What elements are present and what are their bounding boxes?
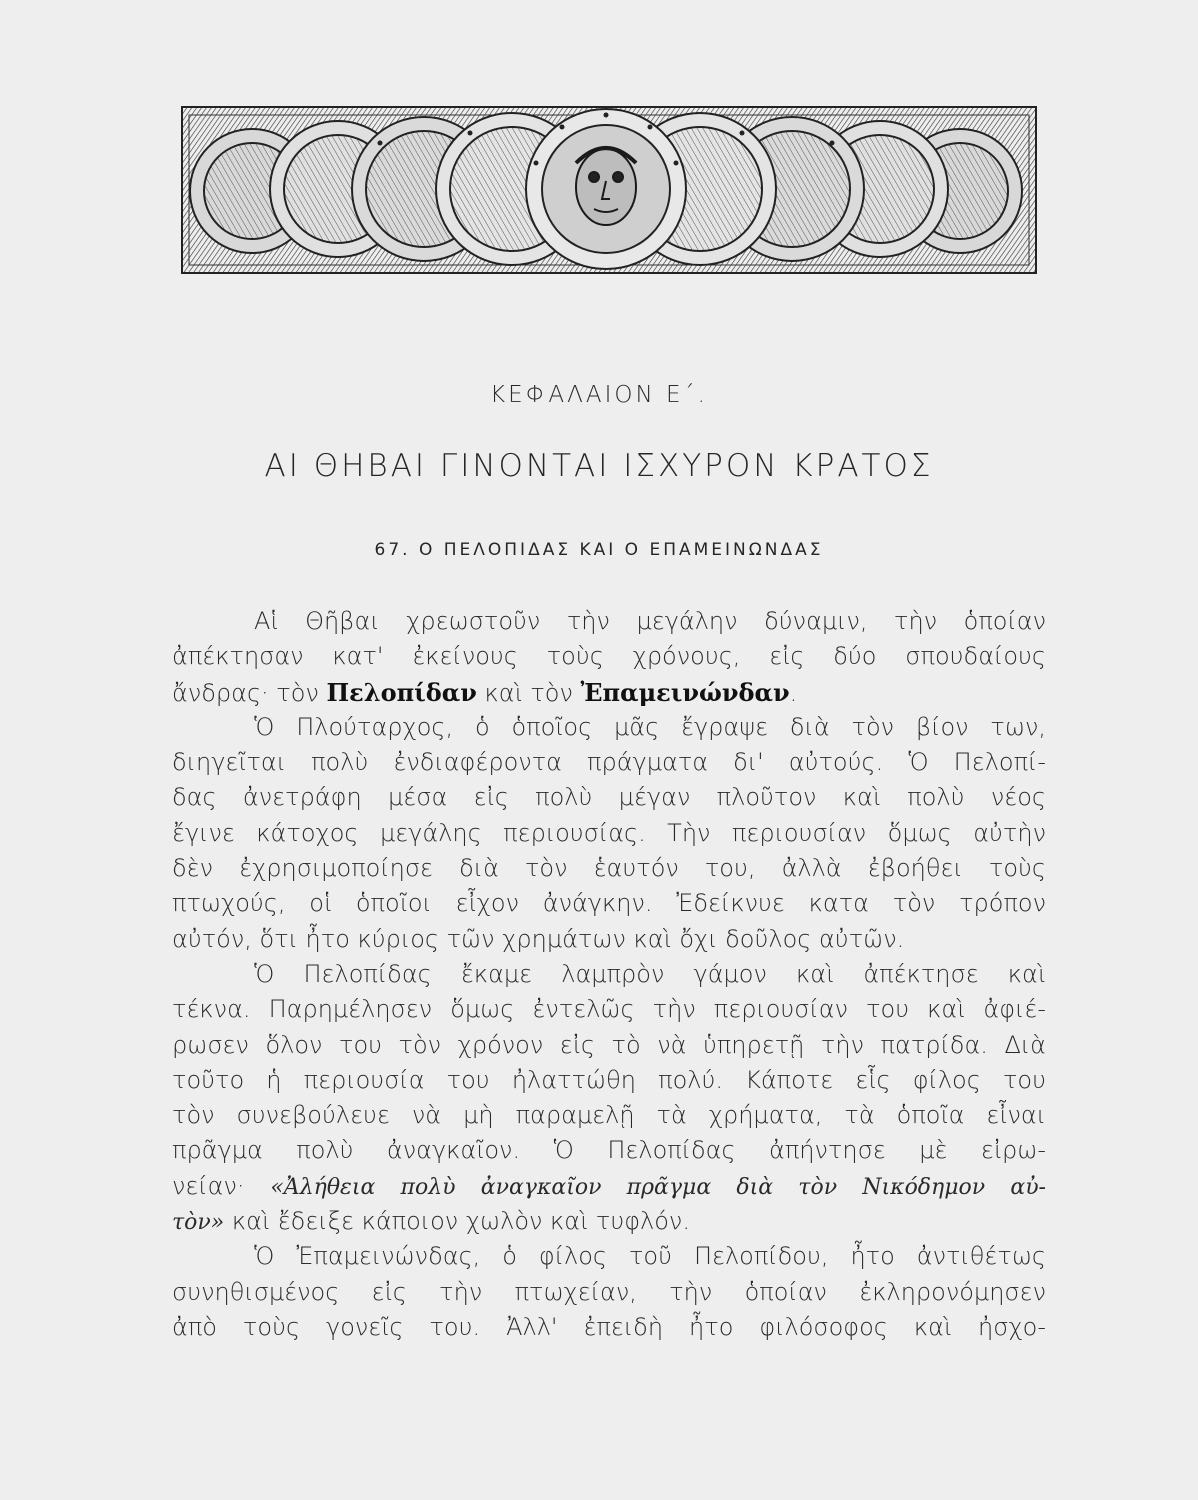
text-line: ἀπέκτησαν κατ' ἐκείνους τοὺς χρόνους, εἰς δύο σπουδαίους	[172, 642, 1046, 671]
text-line: Ὁ Πλούταρχος, ὁ ὁποῖος μᾶς ἔγραψε διὰ τὸν βίον των,	[254, 712, 1046, 741]
text-line: Αἱ Θῆβαι χρεωστοῦν τὴν μεγάλην δύναμιν, τὴν ὁποίαν	[254, 607, 1046, 635]
chapter-label: ΚΕΦΑΛΑΙΟΝ Ε΄.	[490, 382, 708, 408]
text-line: τὸν συνεβούλευε νὰ μὴ παραμελῇ τὰ χρήματα, τὰ ὁποῖα εἶναι	[172, 1101, 1046, 1130]
text-line: τὸν» καὶ ἔδειξε κάποιον χωλὸν καὶ τυφλόν.	[172, 1207, 690, 1236]
body-text	[172, 604, 1046, 1345]
coin-ornament-banner	[180, 103, 1038, 278]
text-line: διηγεῖται πολὺ ἐνδιαφέροντα πράγματα δι' αὐτούς. Ὁ Πελοπί-	[172, 748, 1046, 777]
quote-text-end: τὸν»	[172, 1210, 225, 1236]
text-line: νείαν· «Ἀλήθεια πολὺ ἀναγκαῖον πρᾶγμα διὰ τὸν Νικόδημον αὐ-	[172, 1171, 1046, 1200]
text-line: αὐτόν, ὅτι ἦτο κύριος τῶν χρημάτων καὶ ὄχι δοῦλος αὐτῶν.	[172, 924, 905, 953]
text-line: ἔγινε κάτοχος μεγάλης περιουσίας. Τὴν περιουσίαν ὅμως αὐτὴν	[172, 818, 1046, 847]
text-line: ρωσεν ὅλον του τὸν χρόνον εἰς τὸ νὰ ὑπηρετῇ τὴν πατρίδα. Διὰ	[172, 1030, 1046, 1059]
section-title: 67. Ο ΠΕΛΟΠΙΔΑΣ ΚΑΙ Ο ΕΠΑΜΕΙΝΩΝΔΑΣ	[374, 540, 824, 560]
chapter-title: ΑΙ ΘΗΒΑΙ ΓΙΝΟΝΤΑΙ ΙΣΧΥΡΟΝ ΚΡΑΤΟΣ	[264, 448, 934, 484]
quote-text: «Ἀλήθεια πολὺ ἀναγκαῖον πρᾶγμα διὰ τὸν Νικόδημον αὐ-	[270, 1174, 1046, 1200]
text-line: ἄνδρας· τὸν Πελοπίδαν καὶ τὸν Ἐπαμεινώνδαν.	[172, 677, 798, 707]
name-pelopidas: Πελοπίδαν	[326, 677, 477, 707]
coin-frieze-illustration	[180, 103, 1038, 278]
text-line: τοῦτο ἡ περιουσία του ἠλαττώθη πολύ. Κάποτε εἷς φίλος του	[172, 1065, 1046, 1094]
text-line: ἀπὸ τοὺς γονεῖς του. Ἀλλ' ἐπειδὴ ἦτο φιλόσοφος καὶ ἠσχο-	[172, 1312, 1046, 1341]
text-line: συνηθισμένος εἰς τὴν πτωχείαν, τὴν ὁποίαν ἐκληρονόμησεν	[172, 1277, 1046, 1306]
text-line: τέκνα. Παρημέλησεν ὅμως ἐντελῶς τὴν περιουσίαν του καὶ ἀφιέ-	[172, 995, 1046, 1024]
name-epaminondas: Ἐπαμεινώνδαν	[580, 677, 790, 707]
text-line: δας ἀνετράφη μέσα εἰς πολὺ μέγαν πλοῦτον καὶ πολὺ νέος	[172, 783, 1046, 812]
text-line: δὲν ἐχρησιμοποίησε διὰ τὸν ἑαυτόν του, ἀλλὰ ἐβοήθει τοὺς	[172, 854, 1046, 883]
text-line: πτωχούς, οἱ ὁποῖοι εἶχον ἀνάγκην. Ἐδείκνυε κατα τὸν τρόπον	[172, 889, 1046, 918]
text-line: πρᾶγμα πολὺ ἀναγκαῖον. Ὁ Πελοπίδας ἀπήντησε μὲ εἰρω-	[172, 1136, 1046, 1165]
text-line: Ὁ Πελοπίδας ἔκαμε λαμπρὸν γάμον καὶ ἀπέκτησε καὶ	[254, 959, 1046, 988]
text-line: Ὁ Ἐπαμεινώνδας, ὁ φίλος τοῦ Πελοπίδου, ἦτο ἀντιθέτως	[254, 1242, 1046, 1271]
